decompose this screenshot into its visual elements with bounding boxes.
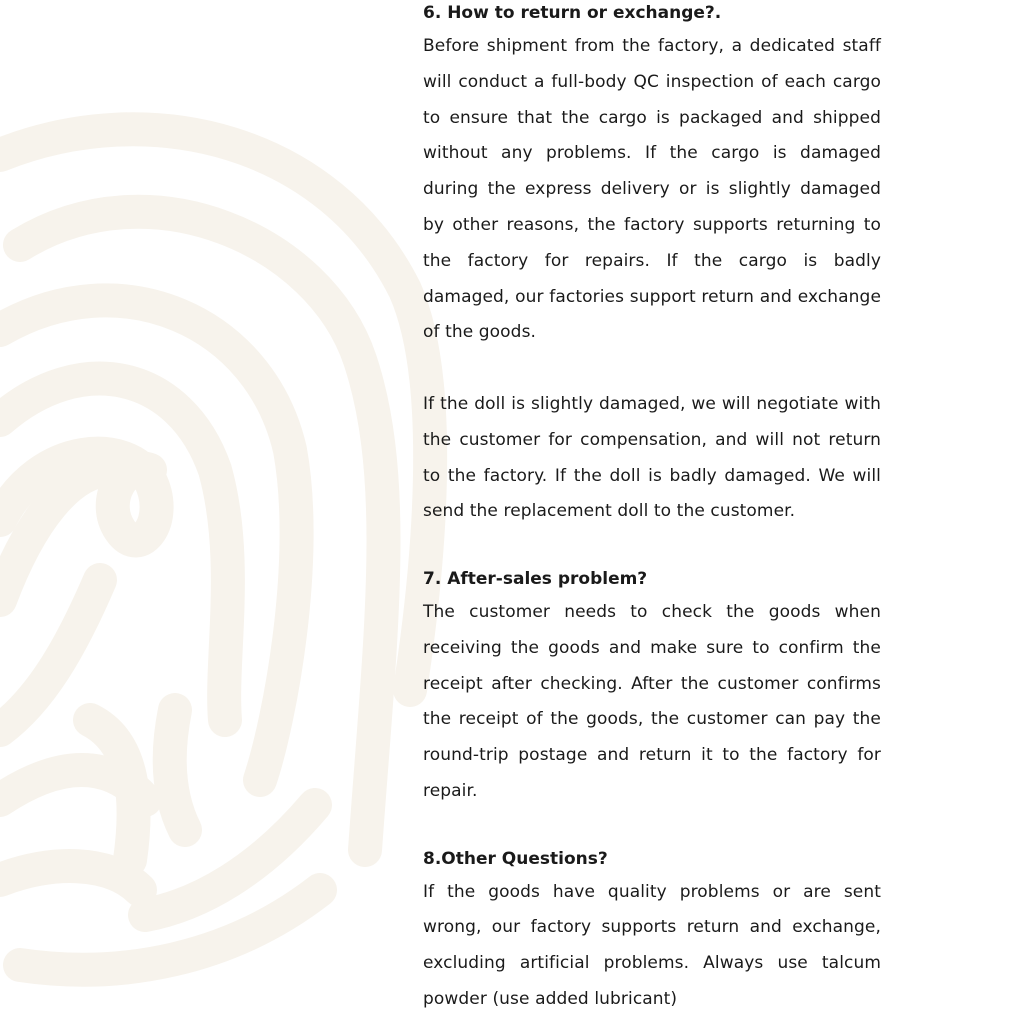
faq-section-after-sales <box>423 566 881 810</box>
section-spacer <box>423 530 881 566</box>
faq-section-other-questions <box>423 846 881 1018</box>
section-paragraph: Before shipment from the factory, a dedicated staff will conduct a full-body QC inspection of each cargo to ensure that the cargo is packaged and shipped without any problems. If the cargo is damaged during the express delivery or is slightly damaged by other reasons, the factory supports returning to the factory for repairs. If the cargo is badly damaged, our factories support return and exchange of the goods. <box>423 36 881 343</box>
section-paragraph: The customer needs to check the goods when receiving the goods and make sure to confirm the receipt after checking. After the customer confirms the receipt of the goods, the customer can pay the round-trip postage and return it to the factory for repair. <box>423 601 881 801</box>
section-heading: 8.Other Questions? <box>423 848 608 869</box>
section-heading: 6. How to return or exchange?. <box>423 3 722 23</box>
section-spacer <box>423 810 881 846</box>
section-heading: 7. After-sales problem? <box>423 568 648 589</box>
section-paragraph: If the goods have quality problems or are sent wrong, our factory supports return and exchange, excluding artificial problems. Always use talcum powder (use added lubricant) <box>423 881 881 1009</box>
faq-section-return-exchange <box>423 0 881 530</box>
faq-content <box>423 0 881 1018</box>
paragraph-spacer <box>423 351 881 387</box>
section-paragraph: If the doll is slightly damaged, we will negotiate with the customer for compensation, and will not return to the factory. If the doll is badly damaged. We will send the replacement doll to the customer. <box>423 393 881 522</box>
